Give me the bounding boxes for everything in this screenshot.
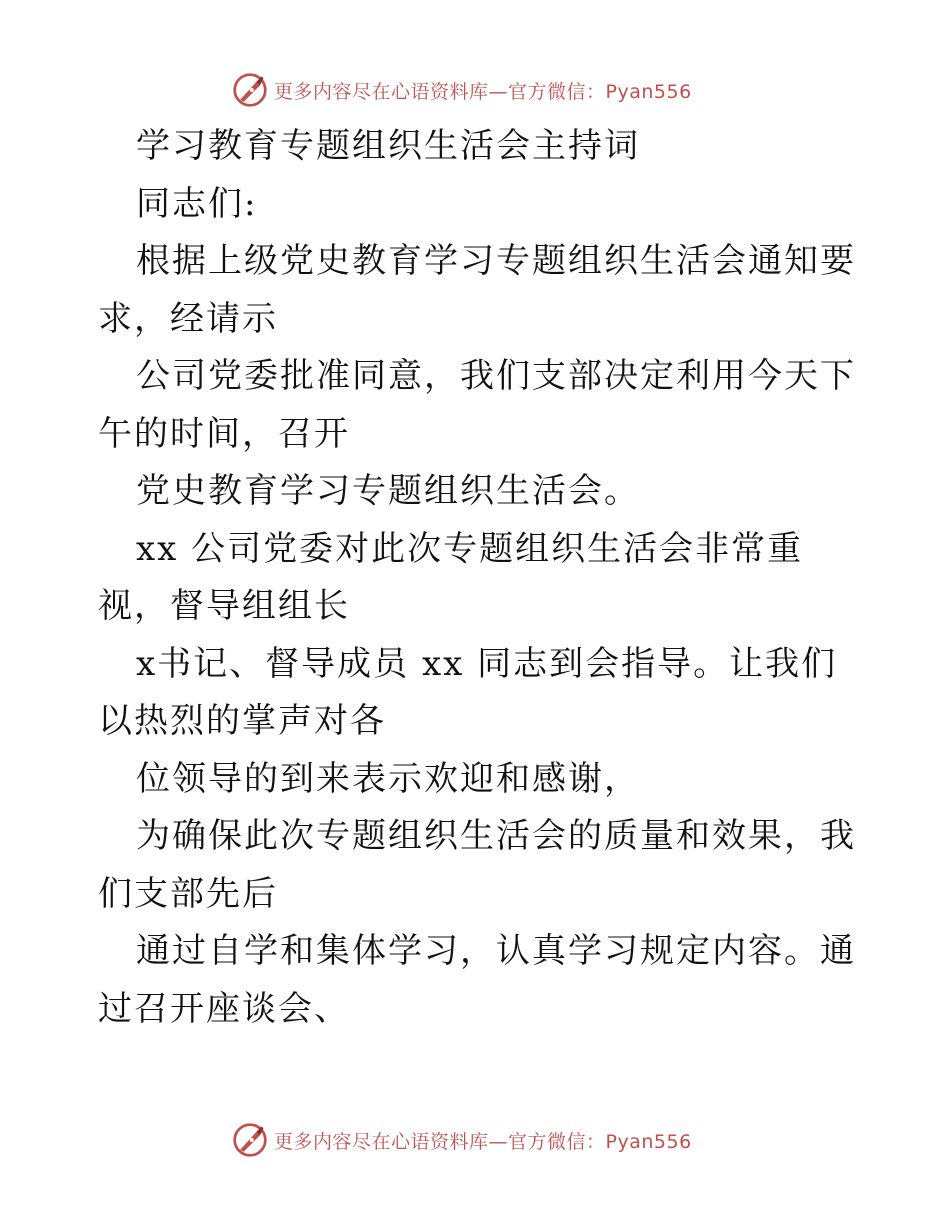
document-title: 学习教育专题组织生活会主持词 bbox=[136, 126, 640, 166]
header-banner-text: 更多内容尽在心语资料库—官方微信：Pyan556 bbox=[274, 80, 692, 103]
quill-pen-logo-icon bbox=[232, 1122, 268, 1158]
footer-banner-text: 更多内容尽在心语资料库—官方微信：Pyan556 bbox=[274, 1130, 692, 1153]
footer-banner bbox=[232, 1120, 692, 1160]
paragraph: xx 公司党委对此次专题组织生活会非常重视，督导组组长 bbox=[98, 528, 804, 626]
salutation: 同志们: bbox=[136, 183, 258, 224]
header-banner bbox=[232, 70, 692, 110]
paragraph: 位领导的到来表示欢迎和感谢， bbox=[136, 758, 640, 799]
paragraph: 通过自学和集体学习，认真学习规定内容。通过召开座谈会、 bbox=[98, 931, 856, 1029]
paragraph: x书记、督导成员 xx 同志到会指导。让我们以热烈的掌声对各 bbox=[98, 643, 838, 741]
paragraph: 公司党委批准同意，我们支部决定利用今天下午的时间，召开 bbox=[98, 356, 856, 454]
paragraph: 根据上级党史教育学习专题组织生活会通知要求，经请示 bbox=[98, 241, 856, 339]
document-body bbox=[98, 118, 858, 1038]
paragraph: 为确保此次专题组织生活会的质量和效果，我们支部先后 bbox=[98, 816, 856, 914]
quill-pen-logo-icon bbox=[232, 72, 268, 108]
paragraph: 党史教育学习专题组织生活会。 bbox=[136, 471, 640, 511]
